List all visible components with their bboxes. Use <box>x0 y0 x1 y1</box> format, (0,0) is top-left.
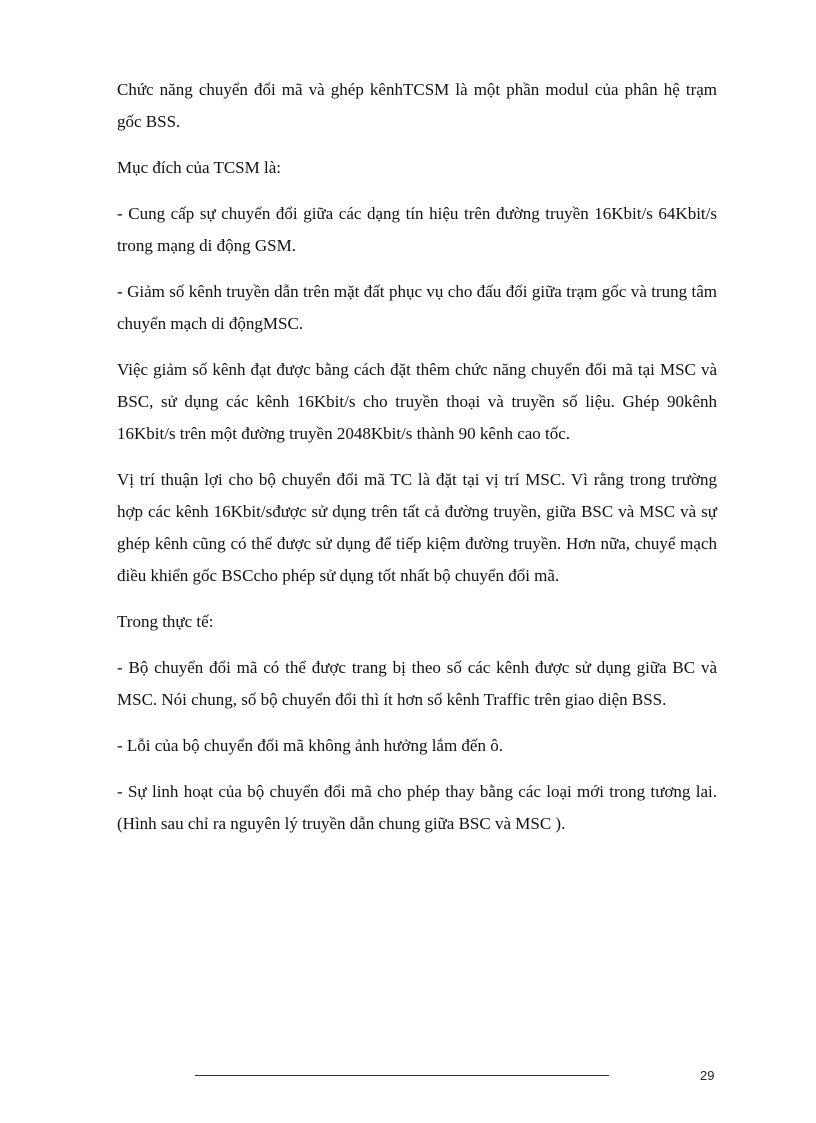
paragraph: - Sự linh hoạt của bộ chuyển đổi mã cho phép thay bằng các loại mới trong tương lai. (Hình sau chỉ ra nguyên lý truyền dẫn chung giữa BSC và MSC ). <box>117 782 717 833</box>
paragraph: Trong thực tế: <box>117 612 214 631</box>
paragraph: - Lỗi của bộ chuyển đổi mã không ảnh hưởng lắm đến ô. <box>117 736 503 755</box>
paragraph: - Giảm số kênh truyền dẫn trên mặt đất phục vụ cho đấu đối giữa trạm gốc và trung tâm chuyển mạch di độngMSC. <box>117 282 717 333</box>
paragraph: Mục đích của TCSM là: <box>117 158 281 177</box>
footer-divider <box>195 1075 609 1076</box>
page-number: 29 <box>700 1068 715 1083</box>
paragraph: - Cung cấp sự chuyển đổi giữa các dạng tín hiệu trên đường truyền 16Kbit/s 64Kbit/s trong mạng di động GSM. <box>117 204 717 255</box>
paragraph: - Bộ chuyển đổi mã có thể được trang bị theo số các kênh được sử dụng giữa BC và MSC. Nói chung, số bộ chuyển đổi thì ít hơn số kênh Traffic trên giao diện BSS. <box>117 658 717 709</box>
document-body <box>117 74 717 854</box>
paragraph: Chức năng chuyển đổi mã và ghép kênhTCSM là một phần modul của phân hệ trạm gốc BSS. <box>117 80 717 131</box>
paragraph: Vị trí thuận lợi cho bộ chuyển đổi mã TC là đặt tại vị trí MSC. Vì rằng trong trường hợp các kênh 16Kbit/sđược sử dụng trên tất cả đường truyền, giữa BSC và MSC và sự ghép kênh cũng có thể được sử dụng để tiếp kiệm đường truyền. Hơn nữa, chuyể mạch điều khiển gốc BSCcho phép sử dụng tốt nhất bộ chuyển đổi mã. <box>117 470 717 585</box>
paragraph: Việc giảm số kênh đạt được bằng cách đặt thêm chức năng chuyển đổi mã tại MSC và BSC, sử dụng các kênh 16Kbit/s cho truyền thoại và truyền số liệu. Ghép 90kênh 16Kbit/s trên một đường truyền 2048Kbit/s thành 90 kênh cao tốc. <box>117 360 717 443</box>
